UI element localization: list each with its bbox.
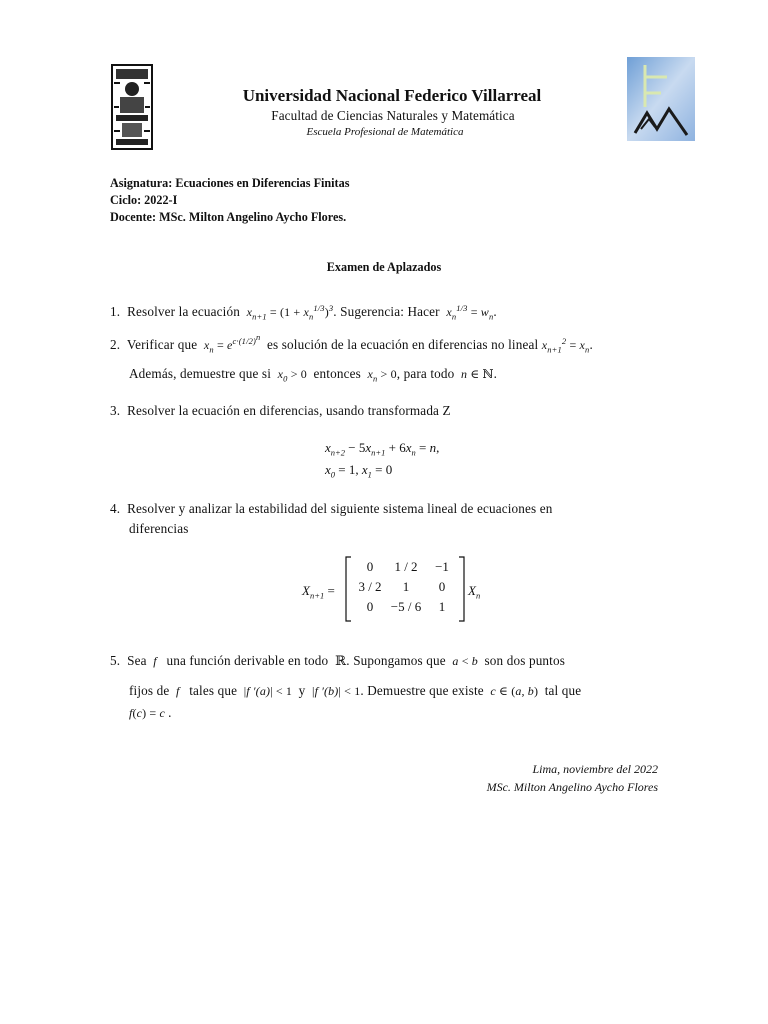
matrix-entry: 0 xyxy=(438,579,446,594)
question-3: 3. Resolver la ecuación en diferencias, usando transformada Z xyxy=(110,403,451,418)
existence-condition: c ∈ (a, b) xyxy=(487,684,539,698)
question-5-continued: fijos de f tales que |f ′(a)| < 1 y |f ′(b)| < 1. Demuestre que existe c ∈ (a, b) tal que xyxy=(129,683,582,698)
question-4: 4. Resolver y analizar la estabilidad del siguiente sistema lineal de ecuaciones en xyxy=(110,501,553,516)
fixed-point-equation: f(c) = c xyxy=(129,706,169,720)
teacher-line: Docente: MSc. Milton Angelino Aycho Flores. xyxy=(110,210,347,224)
derivative-condition-a: |f ′(a)| < 1 xyxy=(243,684,293,698)
university-name: Universidad Nacional Federico Villarreal xyxy=(242,86,542,105)
matrix-rhs: $X_n$ xyxy=(468,583,481,601)
matrix-entry: 0 xyxy=(366,559,374,574)
signature-name: MSc. Milton Angelino Aycho Flores xyxy=(486,780,658,794)
initial-condition: $x_0 > 0$ xyxy=(274,367,307,384)
school-name: Escuela Profesional de Matemática xyxy=(306,126,464,138)
question-4-continued: diferencias xyxy=(129,521,189,536)
exam-title: Examen de Aplazados xyxy=(326,260,442,274)
question-number: 5. xyxy=(110,653,121,668)
matrix-entries xyxy=(352,559,460,615)
matrix-entry: 1 xyxy=(438,599,446,614)
solution-expression: $x_n = e^{c\cdot(1/2)^n}$ xyxy=(200,332,261,355)
matrix-entry: −5 / 6 xyxy=(390,599,422,614)
cycle-line: Ciclo: 2022-I xyxy=(110,193,178,207)
derivative-condition-b: |f ′(b)| < 1 xyxy=(312,684,361,698)
domain-condition: n ∈ ℕ xyxy=(457,367,494,381)
equation-1: $x_{n+1} = (1 + x_n^{1/3})^3$ xyxy=(243,303,334,322)
matrix-entry: 0 xyxy=(366,599,374,614)
matrix-entry: −1 xyxy=(435,559,449,574)
question-2: 2. Verificar que $x_n = e^{c\cdot(1/2)^n}$ es solución de la ecuación en diferencias no lineal $x_{n+1}^2 = x_n$. xyxy=(110,332,593,355)
matrix-entry: 1 / 2 xyxy=(394,559,418,574)
question-1: 1. Resolver la ecuación $x_{n+1} = (1 + x_n^{1/3})^3$. Sugerencia: Hacer $x_n^{1/3} = w_n$. xyxy=(110,303,497,322)
question-number: 3. xyxy=(110,403,121,418)
initial-values: $x_0 = 1$, $x_1 = 0$ xyxy=(325,462,393,480)
matrix-lhs: $X_{n+1}$ = xyxy=(302,583,335,601)
question-number: 4. xyxy=(110,501,121,516)
faculty-name: Facultad de Ciencias Naturales y Matemática xyxy=(271,108,515,123)
positivity-condition: $x_n > 0$ xyxy=(364,367,397,384)
z-transform-equation: $x_{n+2} - 5x_{n+1} + 6x_n = n$, xyxy=(325,440,440,458)
matrix-entry: 1 xyxy=(402,579,410,594)
question-5: 5. Sea f una función derivable en todo ℝ. Supongamos que a < b son dos puntos xyxy=(110,653,566,668)
matrix-entry: 3 / 2 xyxy=(358,579,382,594)
question-number: 1. xyxy=(110,304,121,319)
question-number: 2. xyxy=(110,337,121,352)
interval-condition: a < b xyxy=(449,654,482,668)
subject-line: Asignatura: Ecuaciones en Diferencias Finitas xyxy=(110,176,350,190)
place-date: Lima, noviembre del 2022 xyxy=(532,762,658,776)
reals-symbol: ℝ xyxy=(331,653,347,668)
nonlinear-equation: $x_{n+1}^2 = x_n$ xyxy=(541,336,590,355)
question-2-continued: Además, demuestre que si $x_0 > 0$ entonces $x_n > 0$, para todo n ∈ ℕ. xyxy=(129,366,498,384)
substitution: $x_n^{1/3} = w_n$ xyxy=(443,303,494,322)
question-5-conclusion: f(c) = c . xyxy=(129,705,172,720)
